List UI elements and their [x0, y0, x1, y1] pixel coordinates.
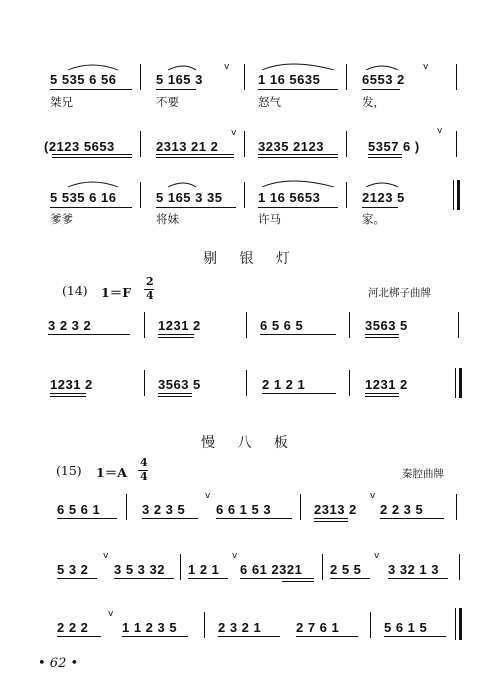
page-number: • 62 •: [38, 656, 79, 671]
lyric: 怒气: [258, 95, 281, 109]
s15-r2-m4: 6 61 2321: [240, 562, 303, 577]
s1-r3-m4: 2123 5: [362, 190, 405, 205]
key-signature: 1＝F: [101, 285, 132, 300]
lyric: 不要: [156, 95, 179, 109]
s15-r1-m2: 3 2 3 5: [142, 502, 186, 517]
breath-mark: v: [232, 551, 238, 561]
slur: [262, 64, 334, 70]
slur: [366, 183, 398, 187]
s14-r1-m4: 3563 5: [365, 318, 408, 333]
time-sig-bottom: 4: [146, 289, 154, 302]
s15-r3-m1: 2 2 2: [57, 620, 89, 635]
s15-r2-m1: 5 3 2: [57, 562, 89, 577]
slur: [168, 66, 196, 70]
slur: [168, 183, 196, 187]
time-sig-top: 4: [140, 456, 148, 469]
s15-r2-m3: 1 2 1: [188, 562, 220, 577]
s15-r1-m4: 2313 2: [314, 502, 357, 517]
source-label: 河北梆子曲牌: [368, 287, 431, 299]
lyric: 桀兄: [50, 95, 73, 109]
breath-mark: v: [231, 128, 237, 138]
s1-r2-m3: 3235 2123: [258, 139, 324, 154]
s1-r1-m1: 5 535 6 56: [50, 72, 117, 87]
lyric: 爹爹: [50, 212, 73, 226]
time-sig-top: 2: [146, 275, 154, 288]
s14-r2-m1: 1231 2: [50, 377, 93, 392]
breath-mark: v: [224, 62, 230, 72]
s15-r1-m3: 6 6 1 5 3: [216, 502, 272, 517]
breath-mark: v: [374, 551, 380, 561]
lyric: 许马: [258, 212, 281, 226]
s15-r2-m6: 3 32 1 3: [388, 562, 439, 577]
breath-mark: v: [108, 609, 114, 619]
s15-r3-m5: 5 6 1 5: [384, 620, 428, 635]
s1-r1-m2: 5 165 3: [156, 72, 203, 87]
s15-r3-m3: 2 3 2 1: [218, 620, 262, 635]
breath-mark: v: [423, 62, 429, 72]
lyric: 家。: [362, 212, 385, 226]
s15-r2-m2: 3 5 3 32: [114, 562, 165, 577]
s1-r2-m2: 2313 21 2: [156, 139, 219, 154]
slur: [68, 182, 118, 187]
s1-r3-m3: 1 16 5653: [258, 190, 321, 205]
breath-mark: v: [103, 551, 109, 561]
slur: [262, 181, 334, 187]
s1-r3-m2: 5 165 3 35: [156, 190, 223, 205]
song-title: 慢 八 板: [201, 435, 288, 451]
song-number: (15): [56, 463, 82, 478]
time-sig-bottom: 4: [140, 470, 148, 483]
s15-r3-m4: 2 7 6 1: [296, 620, 340, 635]
s1-r2-m1: (2123 5653: [44, 139, 115, 154]
song-title: 剔 银 灯: [203, 251, 290, 267]
s14-r1-m1: 3 2 3 2: [48, 318, 92, 333]
s15-r3-m2: 1 1 2 3 5: [122, 620, 178, 635]
source-label: 秦腔曲牌: [402, 468, 444, 480]
s14-r2-m3: 2 1 2 1: [262, 377, 306, 392]
s1-r3-m1: 5 535 6 16: [50, 190, 117, 205]
s15-r2-m5: 2 5 5: [330, 562, 362, 577]
s15-r1-m1: 6 5 6 1: [57, 502, 101, 517]
s1-r1-m3: 1 16 5635: [258, 72, 321, 87]
s15-r1-m5: 2 2 3 5: [380, 502, 424, 517]
s14-r2-m4: 1231 2: [365, 377, 408, 392]
s14-r2-m2: 3563 5: [158, 377, 201, 392]
s1-r1-m4: 6553 2: [362, 72, 405, 87]
s1-r2-m4: 5357 6 ): [368, 139, 420, 154]
lyric: 发，: [362, 95, 385, 109]
key-signature: 1＝A: [96, 465, 127, 480]
breath-mark: v: [437, 126, 443, 136]
slur: [366, 66, 398, 70]
song-number: (14): [62, 283, 88, 298]
slur: [68, 65, 118, 70]
s14-r1-m2: 1231 2: [158, 318, 201, 333]
breath-mark: v: [370, 491, 376, 501]
s14-r1-m3: 6 5 6 5: [260, 318, 304, 333]
lyric: 将妹: [156, 212, 179, 226]
breath-mark: v: [205, 491, 211, 501]
